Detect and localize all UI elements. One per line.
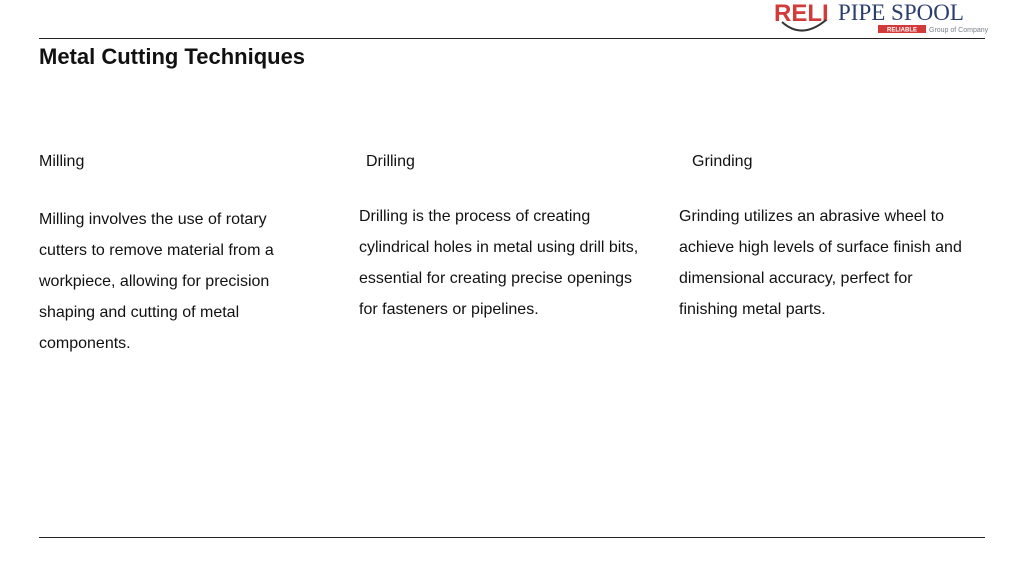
reliable-badge-text: RELIABLE bbox=[887, 27, 917, 34]
logo-mark-text: RELI bbox=[774, 0, 829, 27]
drilling-description: Drilling is the process of creating cylindrical holes in metal using drill bits, essential for creating precise openings for fasteners or pipelines. bbox=[359, 208, 639, 318]
milling-heading: Milling bbox=[39, 153, 85, 170]
slide-title: Metal Cutting Techniques bbox=[39, 44, 306, 69]
company-logo bbox=[774, 0, 994, 36]
logo-name-text: PIPE SPOOL bbox=[838, 0, 964, 25]
reli-pipe-spool-logo bbox=[774, 0, 994, 36]
grinding-description: Grinding utilizes an abrasive wheel to achieve high levels of surface finish and dimensional accuracy, perfect for finishing metal parts. bbox=[679, 208, 962, 318]
drilling-heading: Drilling bbox=[366, 153, 415, 170]
grinding-heading: Grinding bbox=[692, 153, 753, 170]
bottom-divider bbox=[39, 537, 985, 538]
milling-description: Milling involves the use of rotary cutters to remove material from a workpiece, allowing for precision shaping and cutting of metal components. bbox=[39, 211, 274, 352]
logo-tagline: Group of Company bbox=[929, 27, 989, 34]
top-divider bbox=[39, 38, 985, 39]
